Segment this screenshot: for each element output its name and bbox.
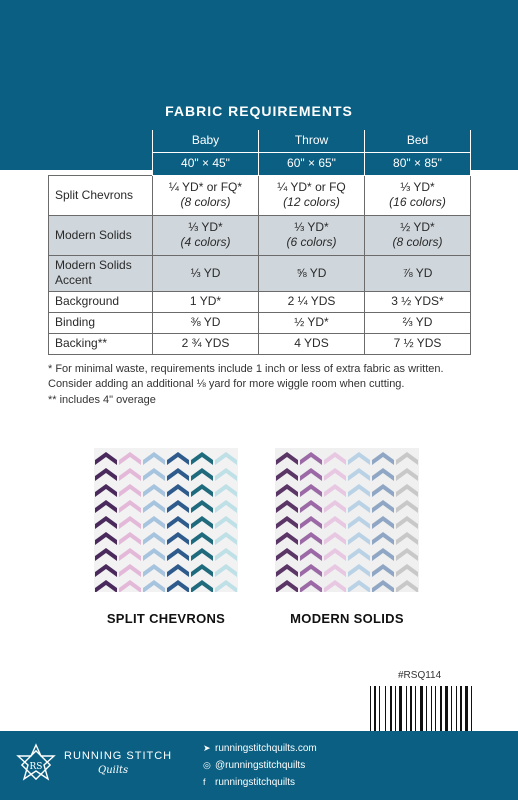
cell-amount: 2 ¼ YDS bbox=[259, 291, 365, 312]
running-stitch-logo-icon bbox=[14, 743, 58, 787]
facebook-icon: f bbox=[203, 777, 206, 787]
table-size-row bbox=[49, 152, 471, 175]
cell-colors: (16 colors) bbox=[389, 195, 446, 209]
cell-amount: 1 YD* bbox=[153, 291, 259, 312]
instagram-text: @runningstitchquilts bbox=[215, 760, 306, 771]
cell-amount: ⅓ YD bbox=[153, 255, 259, 291]
cell-amount: 7 ½ YDS bbox=[365, 333, 471, 354]
table-row bbox=[49, 175, 471, 215]
table-row bbox=[49, 291, 471, 312]
row-label: Split Chevrons bbox=[49, 175, 153, 215]
col-baby-size: 40" × 45" bbox=[153, 152, 259, 175]
facebook-link[interactable] bbox=[203, 777, 295, 788]
table-row bbox=[49, 333, 471, 354]
col-throw-name: Throw bbox=[259, 130, 365, 152]
website-link[interactable] bbox=[203, 743, 317, 754]
row-label: Binding bbox=[49, 312, 153, 333]
cell-colors: (6 colors) bbox=[286, 235, 337, 249]
cell-amount: ½ YD* bbox=[259, 312, 365, 333]
col-baby-name: Baby bbox=[153, 130, 259, 152]
row-label: Background bbox=[49, 291, 153, 312]
col-bed-size: 80" × 85" bbox=[365, 152, 471, 175]
footnotes bbox=[48, 362, 478, 409]
cell-colors: (4 colors) bbox=[180, 235, 231, 249]
pattern-sku: #RSQ114 bbox=[398, 670, 442, 681]
col-bed-name: Bed bbox=[365, 130, 471, 152]
cell-colors: (8 colors) bbox=[180, 195, 231, 209]
cell-amount: 2 ¾ YDS bbox=[153, 333, 259, 354]
table-row bbox=[49, 312, 471, 333]
cell-amount: ⅞ YD bbox=[365, 255, 471, 291]
cell-amount: ⅝ YD bbox=[259, 255, 365, 291]
split-chevrons-label: SPLIT CHEVRONS bbox=[106, 611, 226, 626]
cell-colors: (8 colors) bbox=[392, 235, 443, 249]
cell-colors: (12 colors) bbox=[283, 195, 340, 209]
modern-solids-label: MODERN SOLIDS bbox=[290, 611, 404, 626]
cell-amount: ⅔ YD bbox=[365, 312, 471, 333]
col-throw-size: 60" × 65" bbox=[259, 152, 365, 175]
cell-amount: ⅓ YD* bbox=[400, 180, 435, 194]
website-text: runningstitchquilts.com bbox=[215, 743, 317, 754]
row-label: Backing** bbox=[49, 333, 153, 354]
instagram-link[interactable] bbox=[203, 760, 305, 771]
cell-amount: ⅓ YD* bbox=[188, 220, 223, 234]
cell-amount: 3 ½ YDS* bbox=[365, 291, 471, 312]
cell-amount: ¼ YD* or FQ bbox=[277, 180, 346, 194]
page-title: FABRIC REQUIREMENTS bbox=[165, 103, 353, 119]
cell-amount: ⅜ YD bbox=[153, 312, 259, 333]
instagram-icon: ◎ bbox=[203, 760, 211, 770]
table-header-row bbox=[49, 130, 471, 152]
cell-amount: 4 YDS bbox=[259, 333, 365, 354]
table-row bbox=[49, 215, 471, 255]
table-row bbox=[49, 255, 471, 291]
brand-name: RUNNING STITCH bbox=[64, 750, 173, 762]
row-label: Modern Solids Accent bbox=[49, 255, 153, 291]
cell-amount: ¼ YD* or FQ* bbox=[168, 180, 243, 194]
modern-solids-quilt-image bbox=[275, 448, 419, 592]
brand-subtitle: Quilts bbox=[98, 765, 129, 776]
footnote-waste: * For minimal waste, requirements include 1 inch or less of extra fabric as written. Consider adding an additional ⅛ yard for more wiggle room when cutting. bbox=[48, 363, 444, 390]
cell-amount: ½ YD* bbox=[400, 220, 435, 234]
facebook-text: runningstitchquilts bbox=[215, 777, 296, 788]
fabric-requirements-table bbox=[48, 130, 471, 355]
cursor-icon: ➤ bbox=[203, 743, 211, 753]
logo-initials: RS bbox=[29, 762, 43, 772]
row-label: Modern Solids bbox=[49, 215, 153, 255]
split-chevrons-quilt-image bbox=[94, 448, 238, 592]
footnote-overage: ** includes 4" overage bbox=[48, 394, 156, 406]
cell-amount: ⅓ YD* bbox=[294, 220, 329, 234]
